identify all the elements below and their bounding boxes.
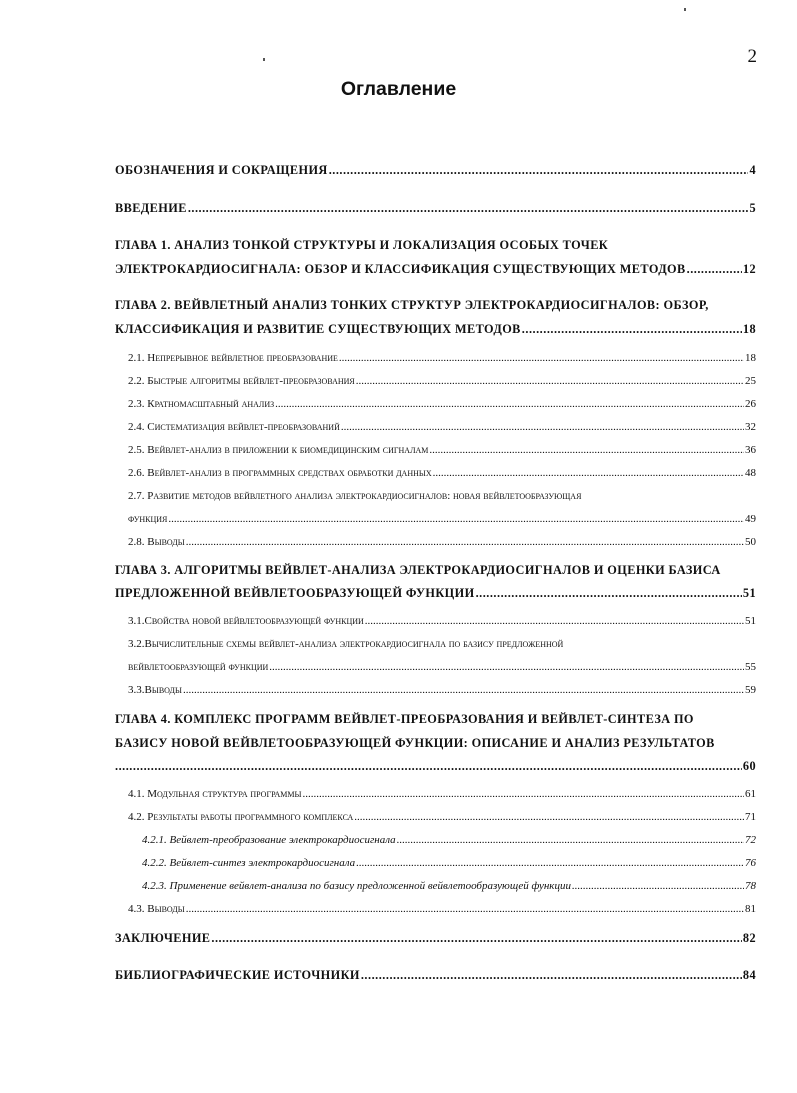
toc-entry-page: 5 xyxy=(749,201,756,215)
toc-entry-title: ГЛАВА 4. КОМПЛЕКС ПРОГРАММ ВЕЙВЛЕТ-ПРЕОБРАЗОВАНИЯ И ВЕЙВЛЕТ-СИНТЕЗА ПО xyxy=(115,712,694,726)
dot-leader xyxy=(186,903,744,915)
toc-entry-title: КЛАССИФИКАЦИЯ И РАЗВИТИЕ СУЩЕСТВУЮЩИХ МЕТОДОВ xyxy=(115,322,521,336)
dot-leader xyxy=(354,811,744,823)
toc-entry-title: БАЗИСУ НОВОЙ ВЕЙВЛЕТООБРАЗУЮЩЕЙ ФУНКЦИИ: ОПИСАНИЕ И АНАЛИЗ РЕЗУЛЬТАТОВ xyxy=(115,736,715,750)
toc-entry-title: 2.4. Систематизация вейвлет-преобразований xyxy=(128,421,340,433)
dot-leader xyxy=(356,857,744,869)
toc-entry-page: 18 xyxy=(745,352,756,364)
toc-entry-page: 4 xyxy=(749,163,756,177)
toc-subentry-line1[interactable] xyxy=(128,490,756,502)
toc-entry-page: 71 xyxy=(745,811,756,823)
toc-subentry[interactable] xyxy=(128,811,756,823)
toc-subentry[interactable] xyxy=(128,684,756,696)
toc-subentry-line1[interactable] xyxy=(128,638,756,650)
dot-leader xyxy=(397,834,744,846)
toc-entry-line1[interactable] xyxy=(115,298,756,313)
toc-entry[interactable] xyxy=(115,931,756,946)
dot-leader xyxy=(183,684,744,696)
dot-leader xyxy=(168,513,744,525)
toc-subentry[interactable] xyxy=(128,398,756,410)
toc-entry-line1[interactable] xyxy=(115,563,756,578)
toc-subentry-line2[interactable] xyxy=(128,661,756,673)
dot-leader xyxy=(341,421,744,433)
dot-leader xyxy=(476,586,742,601)
toc-entry-page: 26 xyxy=(745,398,756,410)
toc-entry-title: 2.6. Вейвлет-анализ в программных средствах обработки данных xyxy=(128,467,432,479)
toc-entry-title: 3.1.Свойства новой вейвлетообразующей функции xyxy=(128,615,364,627)
toc-subentry-line2[interactable] xyxy=(128,513,756,525)
toc-entry-title: 4.3. Выводы xyxy=(128,903,185,915)
toc-subentry[interactable] xyxy=(128,615,756,627)
dot-leader xyxy=(303,788,745,800)
toc-entry-page: 72 xyxy=(745,834,756,846)
toc-entry-title: 3.2.Вычислительные схемы вейвлет-анализа электрокардиосигнала по базису предложенной xyxy=(128,638,564,650)
toc-entry-title: 2.1. Непрерывное вейвлетное преобразование xyxy=(128,352,338,364)
toc-entry-title: 4.2. Результаты работы программного комплекса xyxy=(128,811,354,823)
toc-entry[interactable] xyxy=(115,968,756,983)
toc-entry-title: ГЛАВА 1. АНАЛИЗ ТОНКОЙ СТРУКТУРЫ И ЛОКАЛИЗАЦИЯ ОСОБЫХ ТОЧЕК xyxy=(115,238,609,252)
page-number: 2 xyxy=(747,46,757,67)
toc-entry-title: ОБОЗНАЧЕНИЯ И СОКРАЩЕНИЯ xyxy=(115,163,328,177)
toc-entry-title: 2.2. Быстрые алгоритмы вейвлет-преобразования xyxy=(128,375,355,387)
toc-entry-page: 84 xyxy=(742,968,756,982)
toc-entry-page: 59 xyxy=(745,684,756,696)
dot-leader xyxy=(361,968,742,983)
toc-entry-title: 4.2.3. Применение вейвлет-анализа по базису предложенной вейвлетообразующей функции xyxy=(142,880,571,892)
toc-entry-line3[interactable] xyxy=(115,759,756,774)
toc-entry-line1[interactable] xyxy=(115,712,756,727)
toc-entry-title: 2.8. Выводы xyxy=(128,536,185,548)
toc-entry-title: 4.1. Модульная структура программы xyxy=(128,788,302,800)
toc-entry[interactable] xyxy=(115,201,756,216)
toc-entry-page: 48 xyxy=(745,467,756,479)
toc-entry-title: ПРЕДЛОЖЕННОЙ ВЕЙВЛЕТООБРАЗУЮЩЕЙ ФУНКЦИИ xyxy=(115,586,475,600)
toc-entry-title: функция xyxy=(128,513,168,525)
toc-entry[interactable] xyxy=(115,163,756,178)
scan-speck xyxy=(263,58,265,61)
dot-leader xyxy=(429,444,744,456)
toc-subentry[interactable] xyxy=(128,903,756,915)
toc-entry-page: 18 xyxy=(742,322,756,336)
toc-entry-title: ГЛАВА 3. АЛГОРИТМЫ ВЕЙВЛЕТ-АНАЛИЗА ЭЛЕКТРОКАРДИОСИГНАЛОВ И ОЦЕНКИ БАЗИСА xyxy=(115,563,721,577)
toc-entry-title: 2.7. Развитие методов вейвлетного анализа электрокардиосигналов: новая вейвлетообразующая xyxy=(128,490,582,502)
toc-subentry[interactable] xyxy=(128,536,756,548)
toc-entry-line2[interactable] xyxy=(115,736,756,751)
toc-entry-page: 12 xyxy=(742,262,756,276)
toc-entry-page: 36 xyxy=(745,444,756,456)
toc-entry-page: 78 xyxy=(745,880,756,892)
toc-entry-title: 3.3.Выводы xyxy=(128,684,182,696)
toc-entry-title: 2.3. Кратномасштабный анализ xyxy=(128,398,275,410)
toc-entry-title: 2.5. Вейвлет-анализ в приложении к биомедицинским сигналам xyxy=(128,444,429,456)
toc-entry-line2[interactable] xyxy=(115,322,756,337)
toc-entry-page: 76 xyxy=(745,857,756,869)
toc-subentry[interactable] xyxy=(128,375,756,387)
dot-leader xyxy=(115,759,742,774)
toc-entry-page: 49 xyxy=(745,513,756,525)
toc-subsubentry[interactable] xyxy=(142,880,756,892)
scan-speck xyxy=(684,8,686,11)
dot-leader xyxy=(433,467,744,479)
dot-leader xyxy=(329,163,749,178)
toc-entry-page: 51 xyxy=(745,615,756,627)
toc-entry-title: 4.2.2. Вейвлет-синтез электрокардиосигнала xyxy=(142,857,356,869)
toc-entry-page: 32 xyxy=(745,421,756,433)
toc-entry-title: БИБЛИОГРАФИЧЕСКИЕ ИСТОЧНИКИ xyxy=(115,968,360,982)
toc-entry-title: ВВЕДЕНИЕ xyxy=(115,201,187,215)
toc-entry-line2[interactable] xyxy=(115,262,756,277)
toc-entry-line1[interactable] xyxy=(115,238,756,253)
dot-leader xyxy=(572,880,744,892)
dot-leader xyxy=(365,615,744,627)
page-title: Оглавление xyxy=(340,78,457,100)
toc-entry-title: вейвлетообразующей функции xyxy=(128,661,269,673)
dot-leader xyxy=(339,352,744,364)
toc-entry-title: ГЛАВА 2. ВЕЙВЛЕТНЫЙ АНАЛИЗ ТОНКИХ СТРУКТУР ЭЛЕКТРОКАРДИОСИГНАЛОВ: ОБЗОР, xyxy=(115,298,709,312)
toc-subentry[interactable] xyxy=(128,421,756,433)
toc-entry-page: 82 xyxy=(742,931,756,945)
toc-subentry[interactable] xyxy=(128,788,756,800)
toc-entry-page: 60 xyxy=(742,759,756,773)
toc-entry-page: 55 xyxy=(745,661,756,673)
dot-leader xyxy=(188,201,749,216)
toc-entry-title: ЗАКЛЮЧЕНИЕ xyxy=(115,931,211,945)
dot-leader xyxy=(356,375,744,387)
toc-subsubentry[interactable] xyxy=(142,857,756,869)
toc-entry-page: 81 xyxy=(745,903,756,915)
toc-entry-line2[interactable] xyxy=(115,586,756,601)
toc-subentry[interactable] xyxy=(128,444,756,456)
toc-entry-title: 4.2.1. Вейвлет-преобразование электрокардиосигнала xyxy=(142,834,396,846)
toc-entry-page: 25 xyxy=(745,375,756,387)
toc-entry-page: 51 xyxy=(742,586,756,600)
toc-entry-page: 61 xyxy=(745,788,756,800)
dot-leader xyxy=(269,661,744,673)
toc-subentry[interactable] xyxy=(128,467,756,479)
toc-entry-title: ЭЛЕКТРОКАРДИОСИГНАЛА: ОБЗОР И КЛАССИФИКАЦИЯ СУЩЕСТВУЮЩИХ МЕТОДОВ xyxy=(115,262,686,276)
dot-leader xyxy=(687,262,742,277)
dot-leader xyxy=(522,322,742,337)
dot-leader xyxy=(211,931,742,946)
dot-leader xyxy=(186,536,744,548)
toc-entry-page: 50 xyxy=(745,536,756,548)
dot-leader xyxy=(275,398,744,410)
toc-subentry[interactable] xyxy=(128,352,756,364)
toc-subsubentry[interactable] xyxy=(142,834,756,846)
